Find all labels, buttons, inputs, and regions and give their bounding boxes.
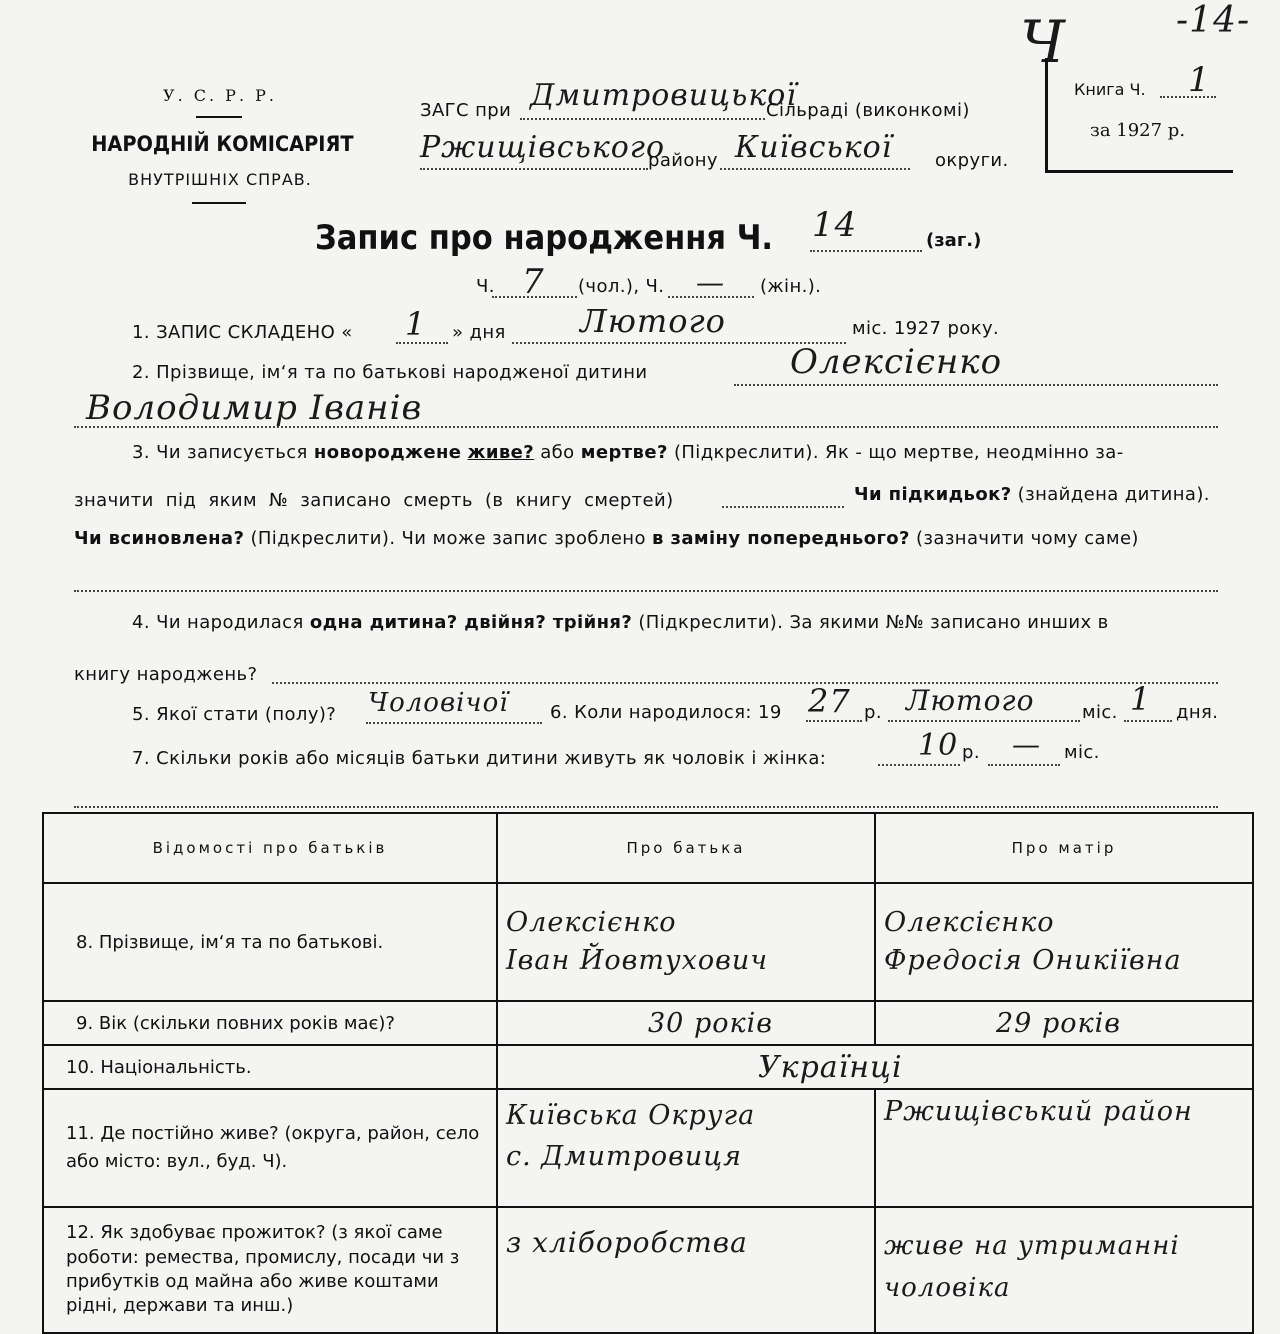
row11-father: Київська Округа с. Дмитровиця (497, 1089, 875, 1207)
male-count: 7 (522, 262, 545, 302)
table-row (43, 1207, 1253, 1333)
male-line (492, 296, 577, 298)
item4-line2: книгу народжень? (74, 664, 258, 685)
parents-table (42, 812, 1254, 1334)
row9-mother: 29 років (875, 1001, 1253, 1045)
item3-l1-f: (Підкреслити). Як - що мертве, неодмінно за- (673, 442, 1124, 463)
item3-l1-b: новороджене (313, 442, 462, 463)
item7-years-suffix: р. (962, 742, 980, 763)
table-row (43, 1001, 1253, 1045)
item3-line1 (132, 442, 1124, 463)
row12-mother: живе на утриманні чоловіка (875, 1207, 1253, 1333)
item6-year-line (806, 720, 862, 722)
zags-okruha-value: Київської (735, 130, 893, 165)
item2-surname-line (734, 384, 1218, 386)
item6-month-suffix: міс. (1082, 702, 1118, 723)
item3-l1-a: 3. Чи записується (132, 442, 308, 463)
item7-months: — (1012, 728, 1041, 761)
item7-months-suffix: міс. (1064, 742, 1100, 763)
row8-father: Олексієнко Іван Йовтухович (497, 883, 875, 1001)
item4-line1 (132, 612, 1109, 633)
item3-l2-c: (знайдена дитина). (1017, 484, 1210, 505)
item1-suffix: міс. 1927 року. (852, 318, 1000, 339)
item3-l2-b: Чи підкидьок? (854, 484, 1012, 505)
book-label: Книга Ч. (1074, 80, 1146, 99)
item6-month: Лютого (906, 684, 1035, 717)
zags-prefix: ЗАГС при (420, 100, 512, 121)
item4-l1-b: одна дитина? двійня? трійня? (309, 612, 633, 633)
item4-line (272, 682, 1218, 684)
item2-surname: Олексієнко (790, 342, 1003, 382)
item1-label: 1. ЗАПИС СКЛАДЕНО « (132, 322, 353, 343)
item5-line (366, 722, 542, 724)
table-row (43, 1089, 1253, 1207)
row8-label: 8. Прізвище, ім‘я та по батькові. (43, 883, 497, 1001)
item3-death-line (722, 506, 844, 508)
item6-label: 6. Коли народилося: 19 (550, 702, 782, 723)
header-commissariat: НАРОДНІЙ КОМІСАРІЯТ (91, 132, 354, 156)
item4-l1-a: 4. Чи народилася (132, 612, 304, 633)
header-info: Відомості про батьків (43, 813, 497, 883)
header-ussr: У. С. Р. Р. (163, 86, 277, 105)
row10-label: 10. Національність. (43, 1045, 497, 1089)
book-number-line (1160, 96, 1216, 98)
item2-name-line (74, 426, 1218, 428)
item7-label: 7. Скільки років або місяців батьки дитини живуть як чоловік і жінка: (132, 748, 827, 769)
header-internal: ВНУТРІШНІХ СПРАВ. (128, 170, 312, 189)
item1-day: 1 (405, 305, 427, 343)
item3-l1-c: живе? (467, 442, 535, 463)
header-divider-2 (192, 202, 246, 204)
item6-day-suffix: дня. (1176, 702, 1219, 723)
item6-year: 27 (808, 682, 851, 720)
item3-l1-e: мертве? (580, 442, 668, 463)
header-divider-1 (196, 116, 242, 118)
item3-line3 (74, 528, 1139, 549)
item2-label: 2. Прізвище, ім‘я та по батькові народженої дитини (132, 362, 648, 383)
item7-years-line (878, 764, 960, 766)
item3-reason-line (74, 590, 1218, 592)
female-label: (жін.). (760, 276, 822, 297)
zags-district-suffix: району (648, 150, 718, 171)
zags-okruha-line (720, 168, 910, 170)
zags-village-suffix: Сільраді (виконкомі) (766, 100, 970, 121)
item1-month: Лютого (580, 302, 726, 340)
row11-label: 11. Де постійно живе? (округа, район, село або місто: вул., буд. Ч). (43, 1089, 497, 1207)
item3-l3-a: Чи всиновлена? (74, 528, 245, 549)
corner-mark-right: -14- (1176, 0, 1251, 41)
item3-l3-c: в заміну попереднього? (652, 528, 910, 549)
record-title-suffix: (заг.) (926, 230, 982, 251)
male-label: (чол.), Ч. (578, 276, 665, 297)
item7-years: 10 (918, 728, 959, 763)
header-mother: Про матір (875, 813, 1253, 883)
record-title: Запис про народження Ч. (315, 218, 774, 258)
item7-extra-line (74, 806, 1218, 808)
zags-okruha-suffix: округи. (935, 150, 1009, 171)
item7-months-line (988, 764, 1060, 766)
row9-label: 9. Вік (скільки повних років має)? (43, 1001, 497, 1045)
record-number-line (810, 250, 922, 252)
female-line (668, 296, 754, 298)
item1-day-line (396, 342, 448, 344)
item3-l3-b: (Підкреслити). Чи може запис зроблено (250, 528, 646, 549)
item6-month-line (888, 720, 1080, 722)
table-row (43, 1045, 1253, 1089)
zags-district-line (420, 168, 648, 170)
male-prefix: Ч. (476, 276, 495, 297)
zags-village-value: Дмитровицької (530, 78, 797, 113)
header-father: Про батька (497, 813, 875, 883)
item6-day-line (1124, 720, 1172, 722)
table-row (43, 883, 1253, 1001)
item1-day-suffix: » дня (452, 322, 506, 343)
book-number: 1 (1188, 60, 1211, 100)
item3-line2b (854, 484, 1210, 505)
row12-label: 12. Як здобуває прожиток? (з якої саме роботи: ремества, промислу, посади чи з прибутків од майна або живе коштами рідні, держави та инш.) (43, 1207, 497, 1333)
book-year: за 1927 р. (1090, 120, 1186, 141)
item4-l1-c: (Підкреслити). За якими №№ записано инших в (638, 612, 1109, 633)
row8-mother: Олексієнко Фредосія Оникіївна (875, 883, 1253, 1001)
item6-year-suffix: р. (864, 702, 882, 723)
row9-father: 30 років (497, 1001, 875, 1045)
item3-l1-d: або (540, 442, 575, 463)
zags-district-value: Ржищівського (420, 130, 666, 165)
item3-l3-d: (зазначити чому саме) (916, 528, 1139, 549)
table-header-row (43, 813, 1253, 883)
row10-nationality: Українці (497, 1045, 1253, 1089)
female-count: — (696, 266, 725, 299)
row12-father: з хліборобства (497, 1207, 875, 1333)
item5-label: 5. Якої стати (полу)? (132, 704, 337, 725)
item3-line2a: значити під яким № записано смерть (в книгу смертей) (74, 490, 674, 511)
zags-village-line (520, 118, 765, 120)
record-number: 14 (812, 205, 858, 245)
row11-mother: Ржищівський район (875, 1089, 1253, 1207)
corner-mark-left: Ч (1020, 8, 1066, 76)
item5-value: Чоловічої (368, 688, 509, 718)
item6-day: 1 (1130, 680, 1152, 718)
item2-name: Володимир Іванів (86, 388, 423, 428)
